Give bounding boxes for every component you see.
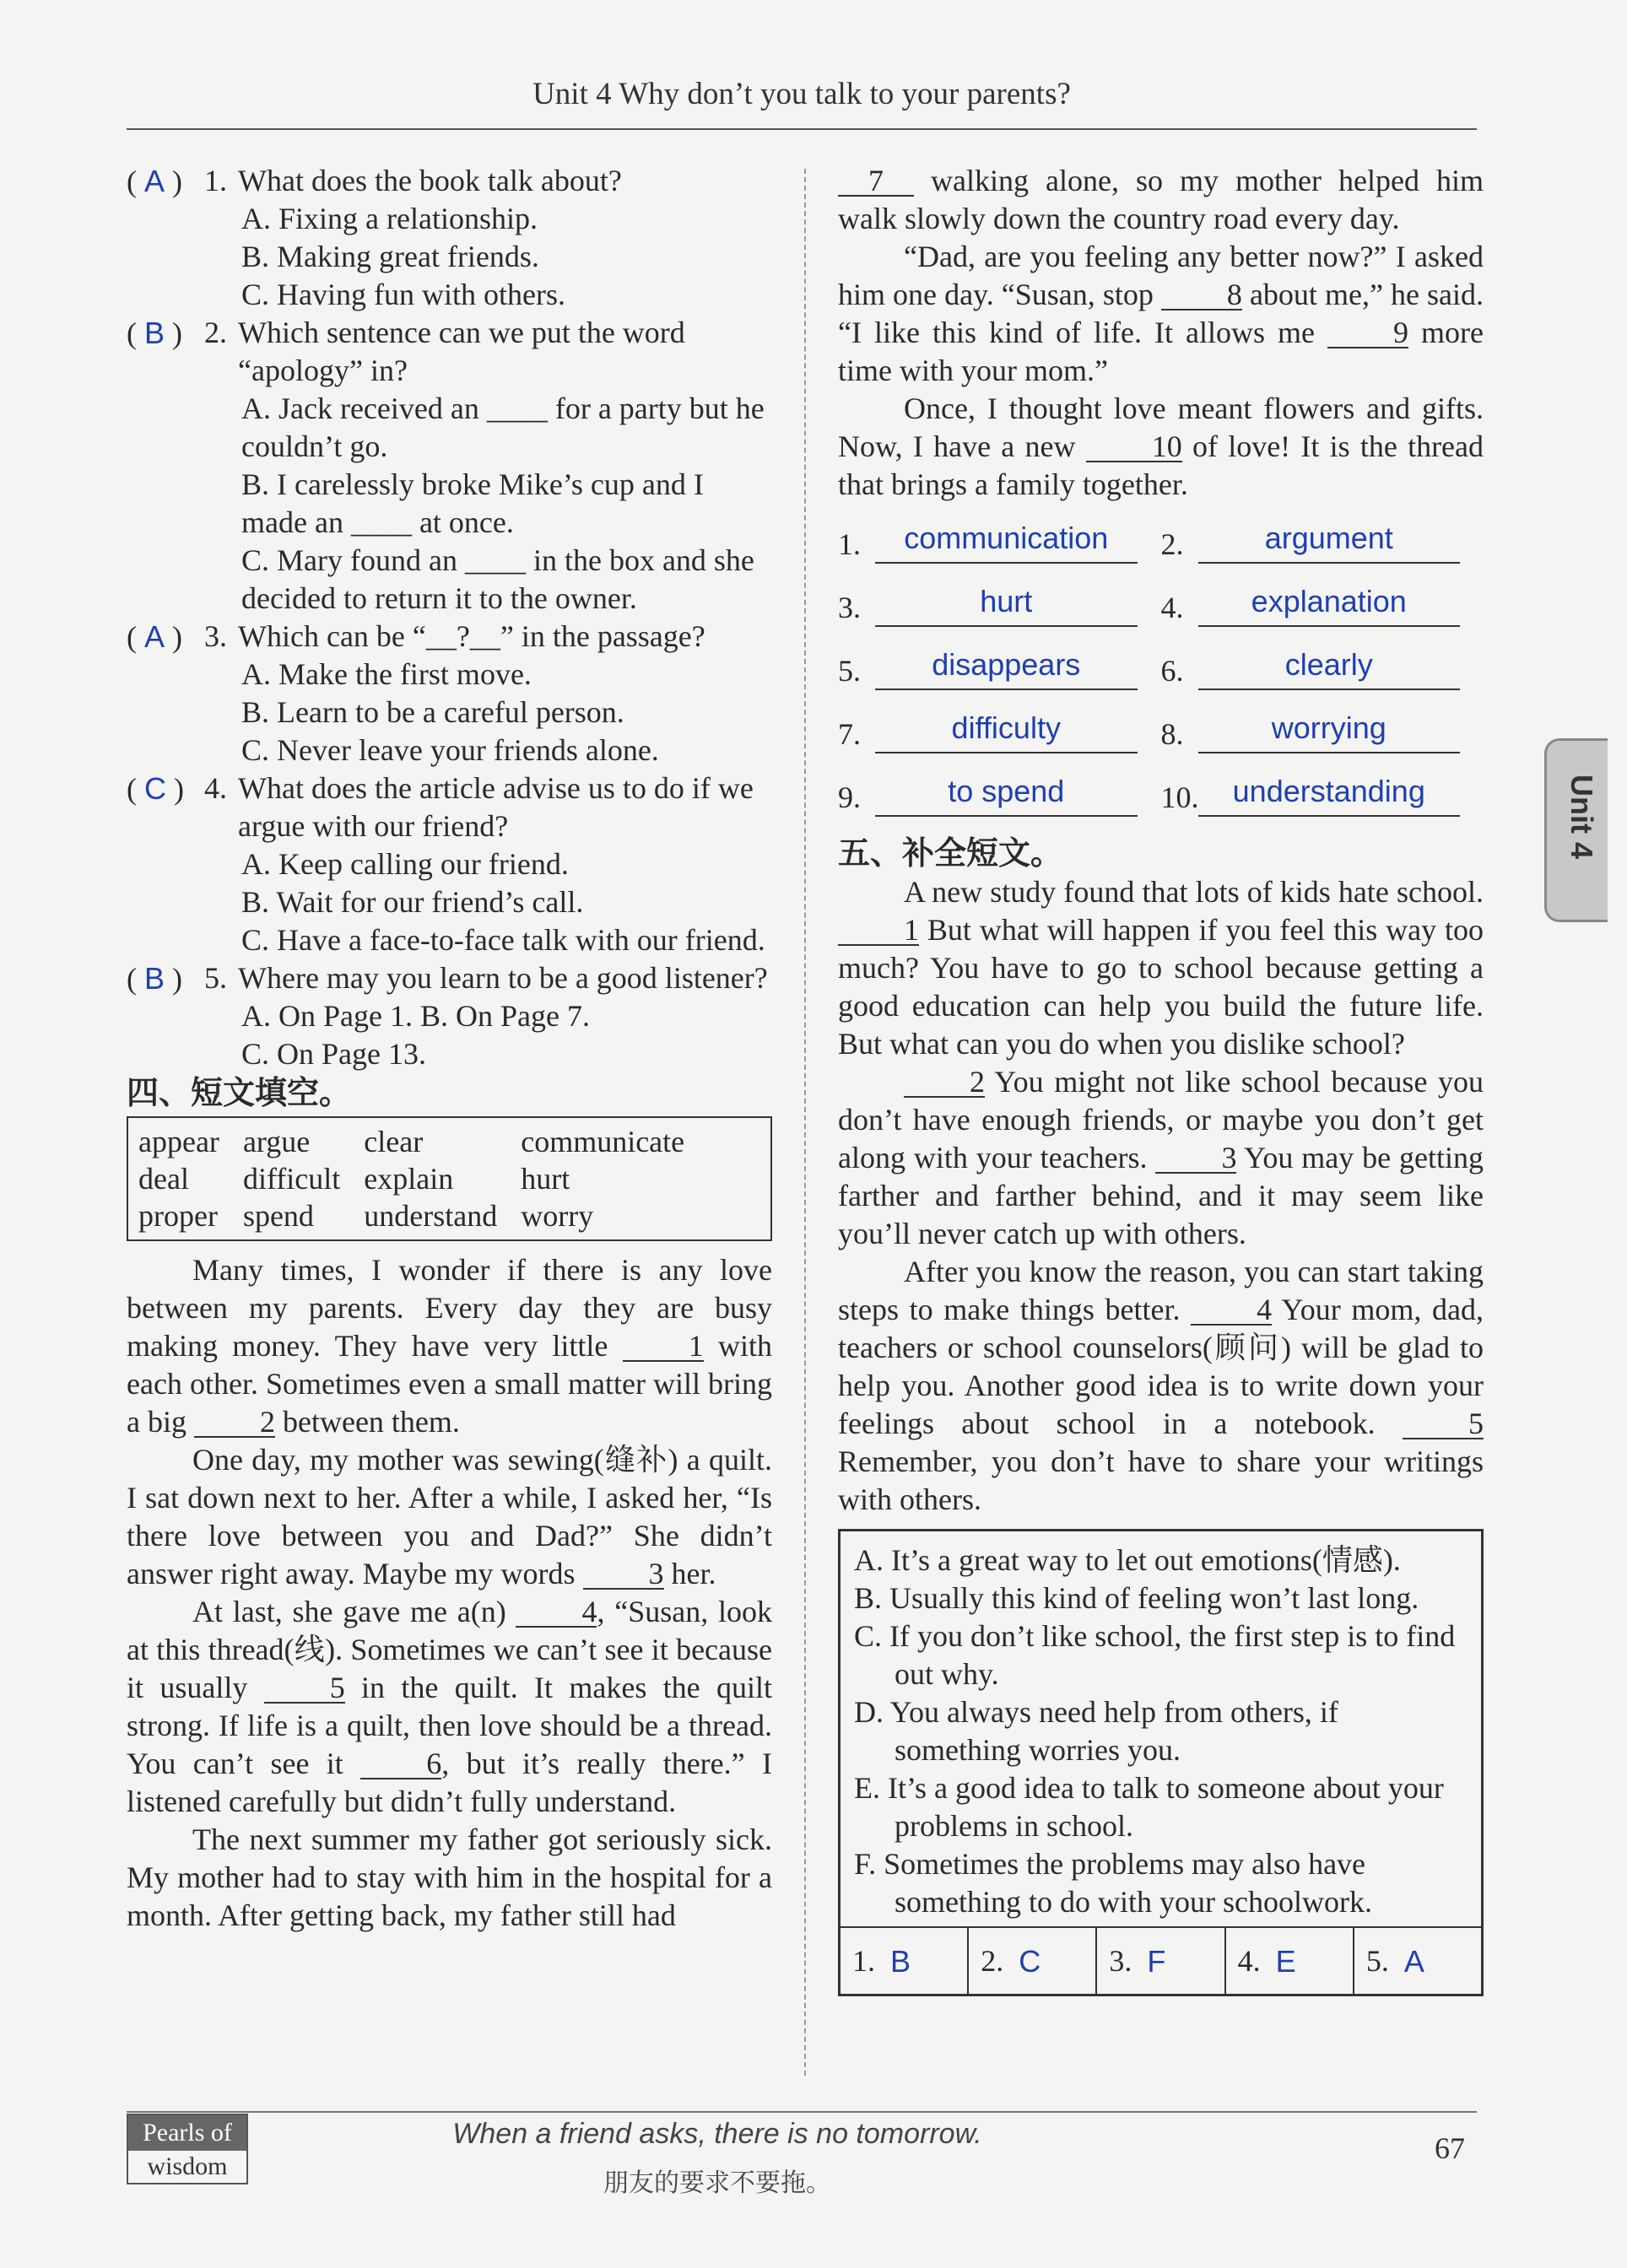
blank-7[interactable]: 7 (838, 166, 914, 197)
answer-number: 2. (1160, 527, 1184, 561)
answer-grid-cell (1354, 1928, 1481, 1994)
answer-bracket: ( C ) (127, 771, 184, 806)
passage-paragraph: At last, she gave me a(n) 4, “Susan, look at this thread(线). Sometimes we can’t see it because it usually 5 in the quilt. It makes the quilt strong. If life is a quilt, then love should be a thread. You can’t see it 6, but it’s really there.” I listened carefully but didn’t fully understand. (127, 1595, 773, 1818)
answer-cell (838, 709, 1161, 753)
answer-bracket: ( B ) (127, 961, 183, 996)
answer-grid-cell (1226, 1928, 1354, 1994)
answer-number: 5. (1365, 1943, 1389, 1978)
option-sentence: D. You always need help from others, if something worries you. (854, 1695, 1338, 1767)
blank-4[interactable]: 4 (516, 1597, 597, 1628)
question-option: C. Never leave your friends alone. (241, 733, 659, 767)
blank-s5-3[interactable]: 3 (1155, 1143, 1236, 1174)
section5-answer-grid (841, 1926, 1481, 1994)
answer-number: 5. (838, 654, 861, 688)
answer-value[interactable]: to spend (875, 772, 1138, 817)
question-option: C. Mary found an ____ in the box and she decided to return it to the owner. (241, 543, 754, 615)
answer-value[interactable]: E (1275, 1943, 1296, 1979)
question-option: B. Learn to be a careful person. (241, 695, 624, 729)
passage-paragraph: “Dad, are you feeling any better now?” I asked him one day. “Susan, stop 8 about me,” he said. “I like this kind of life. It allows me 9 more time with your mom.” (838, 240, 1484, 387)
answer-number: 4. (1160, 591, 1184, 624)
word-bank-word: understand (364, 1199, 498, 1233)
blank-s5-5[interactable]: 5 (1403, 1409, 1484, 1439)
answer-cell (1161, 709, 1484, 753)
word-bank-word: appear (138, 1125, 219, 1158)
question-answer[interactable]: A (144, 164, 165, 198)
option-sentence: E. It’s a good idea to talk to someone about your problems in school. (854, 1771, 1444, 1843)
answer-number: 4. (1237, 1943, 1261, 1978)
unit-tab (1544, 738, 1608, 922)
right-column (838, 162, 1484, 1996)
word-bank-word: difficult (242, 1162, 341, 1196)
section5-title: 五、补全短文。 (838, 836, 1063, 872)
answer-value[interactable]: explanation (1198, 582, 1461, 627)
answer-value[interactable]: B (890, 1943, 911, 1979)
blank-6[interactable]: 6 (360, 1749, 441, 1779)
page-header: Unit 4 Why don’t you talk to your parents? (532, 77, 1071, 111)
question-number: 5. (204, 961, 227, 995)
answer-cell (1161, 582, 1484, 627)
question-answer[interactable]: C (144, 771, 166, 806)
answer-value[interactable]: F (1147, 1943, 1166, 1979)
word-bank-word: clear (364, 1125, 424, 1158)
blank-8[interactable]: 8 (1161, 280, 1242, 310)
word-bank-word: spend (242, 1199, 314, 1233)
question-option: B. Making great friends. (241, 240, 539, 273)
section4-passage (127, 1251, 772, 1935)
answer-value[interactable]: difficulty (875, 709, 1138, 753)
question-number: 2. (204, 316, 227, 349)
blank-s5-2[interactable]: 2 (904, 1067, 985, 1098)
blank-3[interactable]: 3 (583, 1559, 664, 1590)
question-option: C. On Page 13. (241, 1037, 426, 1071)
pearls-of-wisdom-badge (127, 2114, 248, 2184)
answer-cell (1161, 645, 1484, 690)
answer-number: 1. (852, 1943, 875, 1978)
answer-value[interactable]: hurt (875, 582, 1138, 627)
passage-paragraph: One day, my mother was sewing(缝补) a quilt. I sat down next to her. After a while, I asked her, “Is there love between you and Dad?” She didn’t answer right away. Maybe my words 3 her. (127, 1443, 772, 1590)
option-sentence: C. If you don’t like school, the first step is to find out why. (854, 1619, 1456, 1691)
word-bank-word: proper (138, 1199, 218, 1233)
question-option: C. Having fun with others. (241, 278, 565, 311)
answer-value[interactable]: understanding (1198, 772, 1461, 817)
answer-value[interactable]: argument (1198, 519, 1461, 564)
blank-s5-4[interactable]: 4 (1191, 1295, 1272, 1326)
blank-s5-1[interactable]: 1 (838, 915, 919, 946)
pearls-bottom: wisdom (147, 2152, 228, 2180)
answer-cell (838, 645, 1161, 690)
question-answer[interactable]: B (144, 961, 165, 996)
answer-bracket: ( A ) (127, 164, 183, 198)
question-text: What does the article advise us to do if we argue with our friend? (238, 771, 754, 843)
answer-value[interactable]: A (1403, 1943, 1424, 1979)
question-item (127, 618, 772, 770)
answer-value[interactable]: C (1019, 1943, 1041, 1979)
options-box (838, 1529, 1484, 1996)
passage-paragraph: Many times, I wonder if there is any love between my parents. Every day they are busy making money. They have very little 1 with each other. Sometimes even a small matter will bring a big 2 between them. (127, 1253, 773, 1439)
question-number: 4. (204, 771, 227, 805)
footer-rule (127, 2111, 1477, 2113)
question-item (127, 770, 772, 959)
question-item (127, 162, 772, 314)
header-rule (127, 128, 1477, 130)
word-bank-word: communicate (521, 1125, 685, 1158)
reading-questions (127, 162, 772, 1073)
option-sentence: A. It’s a great way to let out emotions(情感). (854, 1543, 1401, 1577)
answer-number: 8. (1160, 717, 1184, 751)
answer-number: 3. (1109, 1943, 1132, 1978)
passage-paragraph: 7 walking alone, so my mother helped him walk slowly down the country road every day. (838, 164, 1484, 235)
word-bank-word: deal (138, 1162, 189, 1196)
answer-number: 10. (1160, 780, 1199, 814)
answer-grid-cell (841, 1928, 969, 1994)
page-number: 67 (1435, 2131, 1465, 2165)
question-answer[interactable]: B (144, 316, 165, 350)
answer-cell (1161, 519, 1484, 564)
question-text: Which can be “__?__” in the passage? (238, 619, 705, 653)
passage-paragraph: After you know the reason, you can start taking steps to make things better. 4 Your mom, dad, teachers or school counselors(顾问) will be glad to help you. Another good idea is to write down your feelings about school in a notebook. 5 Remember, you don’t have to share your writings with others. (838, 1255, 1484, 1516)
word-bank-word: explain (364, 1162, 454, 1196)
question-option: B. Wait for our friend’s call. (241, 885, 584, 919)
column-divider (804, 169, 806, 2076)
passage-paragraph: Once, I thought love meant flowers and gifts. Now, I have a new 10 of love! It is the thread that brings a family together. (838, 392, 1484, 501)
answer-number: 9. (838, 780, 861, 814)
answer-grid-cell (969, 1928, 1097, 1994)
question-number: 1. (204, 164, 227, 197)
question-option: B. I carelessly broke Mike’s cup and I made an ____ at once. (241, 467, 704, 539)
answer-bracket: ( B ) (127, 316, 183, 350)
answer-bracket: ( A ) (127, 619, 183, 654)
question-option: C. Have a face-to-face talk with our friend. (241, 923, 765, 957)
answer-cell (1161, 772, 1484, 817)
answer-number: 7. (838, 717, 861, 751)
answer-number: 3. (838, 591, 861, 624)
question-number: 3. (204, 619, 227, 653)
passage-paragraph: A new study found that lots of kids hate school. 1 But what will happen if you feel this way too much? You have to go to school because getting a good education can help you build the future life. But what can you do when you dislike school? (838, 875, 1484, 1061)
pearls-top: Pearls of (128, 2115, 246, 2151)
option-sentence: B. Usually this kind of feeling won’t last long. (854, 1581, 1419, 1615)
question-text: Where may you learn to be a good listener? (238, 961, 768, 995)
answer-value[interactable]: clearly (1198, 645, 1461, 690)
question-answer[interactable]: A (144, 619, 165, 654)
section4-title: 四、短文填空。 (127, 1076, 352, 1111)
answer-value[interactable]: disappears (875, 645, 1138, 690)
blank-1[interactable]: 1 (623, 1331, 704, 1362)
blank-10[interactable]: 10 (1086, 432, 1182, 462)
answer-cell (838, 582, 1161, 627)
word-bank-word: argue (242, 1125, 311, 1158)
answer-cell (838, 519, 1161, 564)
unit-tab-label: Unit 4 (1565, 775, 1599, 860)
left-column (127, 162, 772, 1935)
question-text: Which sentence can we put the word “apology” in? (238, 316, 685, 387)
question-option: A. Make the first move. (241, 657, 532, 691)
answer-number: 1. (838, 527, 861, 561)
answer-value[interactable]: worrying (1198, 709, 1461, 753)
question-item (127, 959, 772, 1073)
answer-number: 2. (981, 1943, 1004, 1978)
question-option: A. Fixing a relationship. (241, 202, 538, 235)
section4-answers (838, 519, 1484, 817)
question-option: A. Keep calling our friend. (241, 847, 569, 881)
motto-english: When a friend asks, there is no tomorrow. (452, 2118, 982, 2150)
answer-number: 6. (1160, 654, 1184, 688)
answer-grid-cell (1097, 1928, 1225, 1994)
motto-chinese: 朋友的要求不要拖。 (603, 2169, 831, 2197)
question-option: A. Jack received an ____ for a party but he couldn’t go. (241, 392, 765, 463)
word-bank-word: worry (521, 1199, 594, 1233)
blank-2[interactable]: 2 (194, 1407, 275, 1438)
option-sentence: F. Sometimes the problems may also have something to do with your schoolwork. (854, 1847, 1372, 1919)
word-bank (127, 1116, 772, 1241)
question-option: A. On Page 1. B. On Page 7. (241, 999, 590, 1033)
blank-9[interactable]: 9 (1327, 318, 1408, 348)
answer-value[interactable]: communication (875, 519, 1138, 564)
passage-paragraph: The next summer my father got seriously sick. My mother had to stay with him in the hospital for a month. After getting back, my father still had (127, 1822, 772, 1932)
question-text: What does the book talk about? (238, 164, 622, 197)
word-bank-word: hurt (521, 1162, 570, 1196)
question-item (127, 314, 772, 618)
answer-cell (838, 772, 1161, 817)
blank-5[interactable]: 5 (264, 1673, 345, 1704)
passage-paragraph: 2 You might not like school because you don’t have enough friends, or maybe you don’t get along with your teachers. 3 You may be getting farther and farther behind, and it may seem like you’ll never catch up with others. (838, 1065, 1484, 1250)
